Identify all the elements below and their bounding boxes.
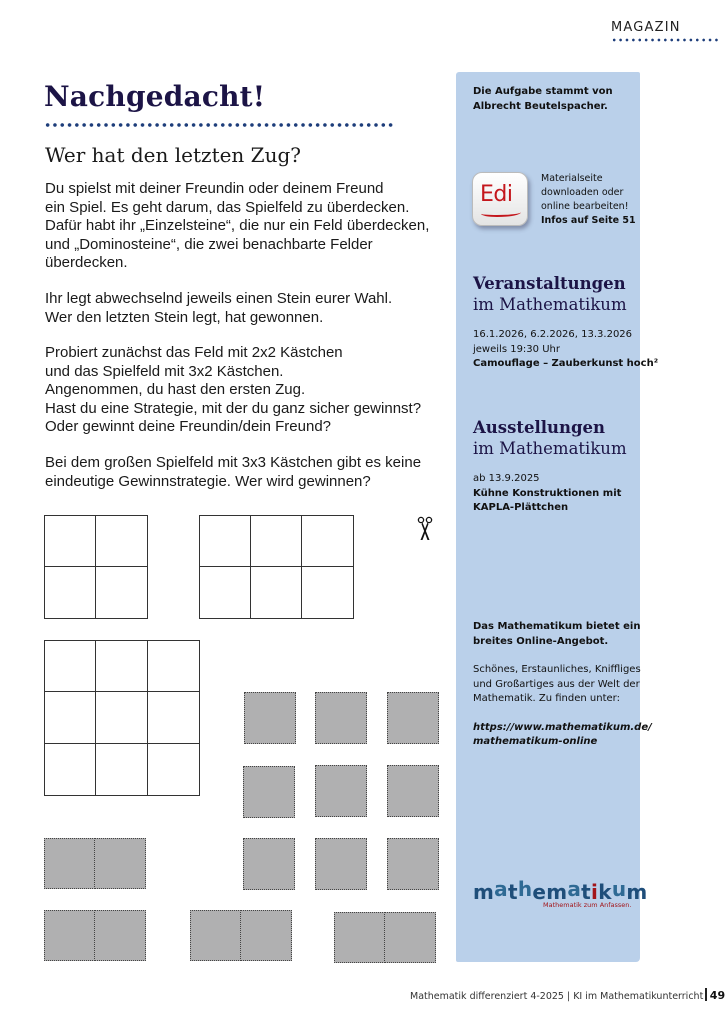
single-piece[interactable] [315,765,367,817]
page-footer [410,988,725,1002]
exhibitions-heading: Ausstellungen [473,418,606,437]
events-section [473,274,658,372]
footer-publication: Mathematik differenziert 4-2025 | KI im Mathematikunterricht [410,991,704,1002]
scissors-icon [417,516,433,542]
events-heading: Veranstaltungen [473,274,626,293]
edi-info-link[interactable]: Infos auf Seite 51 [541,215,636,226]
board-2x2 [44,515,148,619]
board-cell[interactable] [148,692,199,743]
single-piece[interactable] [243,838,295,890]
domino-half [334,912,385,963]
text-line: Hast du eine Strategie, mit der du ganz sicher gewinnst? [45,399,422,417]
edi-swoosh [481,209,521,217]
exhibitions-title-line: KAPLA-Plättchen [473,502,569,513]
single-piece[interactable] [315,692,367,744]
domino-piece[interactable] [44,910,146,961]
board-cell[interactable] [251,567,302,618]
text-line: Ihr legt abwechselnd jeweils einen Stein eurer Wahl. [45,290,393,307]
board-cell[interactable] [45,692,96,743]
exhibitions-section [473,418,627,516]
domino-piece[interactable] [334,912,436,963]
board-cell[interactable] [148,744,199,795]
credit-line: Die Aufgabe stammt von [473,86,613,97]
logo-wordmark: mathematikum [473,877,648,904]
domino-half [385,912,436,963]
online-heading-line: breites Online-Angebot. [473,635,609,647]
domino-piece[interactable] [190,910,292,961]
edi-logo-text: Edi [480,182,513,207]
online-text-line: Schönes, Erstaunliches, Kniffliges [473,664,641,675]
text-line: Wer den letzten Stein legt, hat gewonnen. [45,308,324,326]
edi-line: online bearbeiten! [541,201,629,212]
task-credit [473,85,613,114]
board-cell[interactable] [45,641,96,692]
text-line: Du spielst mit deiner Freundin oder deinem Freund [45,180,384,197]
events-dates: 16.1.2026, 6.2.2026, 13.3.2026 [473,329,633,340]
board-cell[interactable] [302,516,353,567]
exhibitions-title-line: Kühne Konstruktionen mit [473,487,622,499]
edi-description [541,172,636,228]
online-text-line: Mathematik. Zu finden unter: [473,693,620,704]
paragraph-rules [45,290,440,327]
single-piece[interactable] [387,838,439,890]
section-dotted-rule [611,38,720,42]
board-cell[interactable] [45,744,96,795]
online-link[interactable]: https://www.mathematikum.de/ [473,721,652,733]
events-time: jeweils 19:30 Uhr [473,343,560,355]
section-label: MAGAZIN [611,20,681,35]
text-line: ein Spiel. Es geht darum, das Spielfeld zu überdecken. [45,198,410,216]
single-piece[interactable] [387,692,439,744]
title-dotted-rule [44,122,396,128]
text-line: eindeutige Gewinnstrategie. Wer wird gewinnen? [45,472,371,490]
board-cell[interactable] [96,567,147,618]
exhibitions-subheading: im Mathematikum [473,439,627,458]
domino-half [44,910,95,961]
board-cell[interactable] [45,567,96,618]
paragraph-task [45,344,440,437]
board-cell[interactable] [302,567,353,618]
article-title: Nachgedacht! [44,80,266,113]
board-cell[interactable] [148,641,199,692]
text-line: und „Dominosteine“, die zwei benachbarte Felder [45,235,373,253]
board-cell[interactable] [96,692,147,743]
domino-piece[interactable] [44,838,146,889]
online-heading-line: Das Mathematikum bietet ein [473,621,641,632]
domino-half [44,838,95,889]
text-line: Bei dem großen Spielfeld mit 3x3 Kästchen gibt es keine [45,454,422,471]
edi-line: downloaden oder [541,187,624,198]
edi-app-icon[interactable] [472,172,528,226]
text-line: Probiert zunächst das Feld mit 2x2 Kästchen [45,344,343,361]
board-cell[interactable] [96,516,147,567]
events-subheading: im Mathematikum [473,295,627,314]
article-subtitle: Wer hat den letzten Zug? [45,143,301,167]
text-line: Oder gewinnt deine Freundin/dein Freund? [45,418,332,436]
board-cell[interactable] [96,744,147,795]
text-line: Dafür habt ihr „Einzelsteine“, die nur ein Feld überdecken, [45,217,430,235]
logo-tagline: Mathematik zum Anfassen. [543,901,632,909]
paragraph-intro [45,180,440,273]
single-piece[interactable] [244,692,296,744]
edi-line: Materialseite [541,173,603,184]
paragraph-question [45,454,440,491]
board-3x2 [199,515,354,619]
board-3x3 [44,640,200,796]
board-cell[interactable] [45,516,96,567]
board-cell[interactable] [251,516,302,567]
domino-half [95,910,146,961]
text-line: und das Spielfeld mit 3x2 Kästchen. [45,362,284,380]
text-line: überdecken. [45,254,128,272]
credit-line: Albrecht Beutelspacher. [473,100,608,112]
mathematikum-logo [473,877,648,909]
exhibitions-date: ab 13.9.2025 [473,473,540,484]
board-cell[interactable] [96,641,147,692]
text-line: Angenommen, du hast den ersten Zug. [45,381,306,399]
board-cell[interactable] [200,567,251,618]
online-section [473,620,652,750]
online-text-line: und Großartiges aus der Welt der [473,678,640,690]
single-piece[interactable] [387,765,439,817]
board-cell[interactable] [200,516,251,567]
footer-separator [705,988,707,1001]
domino-half [95,838,146,889]
domino-half [190,910,241,961]
single-piece[interactable] [315,838,367,890]
page-number: 49 [709,989,725,1002]
single-piece[interactable] [243,766,295,818]
events-title: Camouflage – Zauberkunst hoch² [473,358,659,369]
online-link[interactable]: mathematikum-online [473,736,598,747]
domino-half [241,910,292,961]
